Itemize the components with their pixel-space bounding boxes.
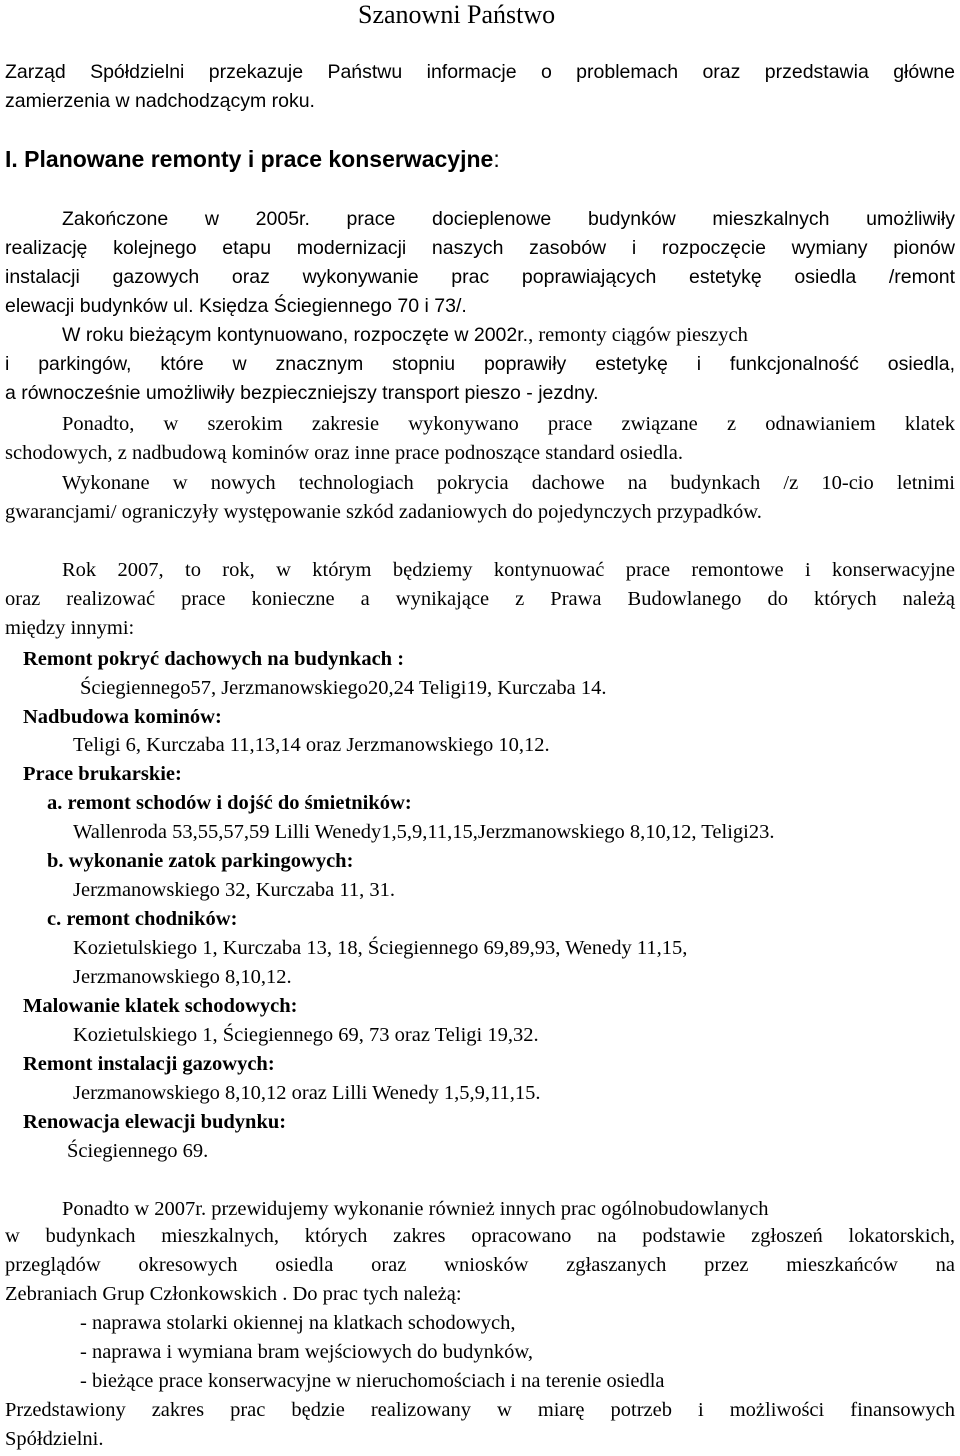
work-heading-a-text: remont schodów i dojść do śmietników: [62, 792, 412, 814]
work-heading-c [47, 905, 237, 934]
para-2005-line-1: Zakończone w 2005r. prace docieplenowe budynków mieszkalnych umożliwiły [62, 208, 955, 230]
work-heading-gas: Remont instalacji gazowych: [23, 1053, 275, 1075]
para-current-line-1 [62, 321, 955, 350]
para-2005-line-4: elewacji budynków ul. Księdza Ściegiennego 70 i 73/. [5, 295, 467, 317]
work-heading-b-text: wykonanie zatok parkingowych: [63, 850, 354, 872]
work-heading-c-text: remont chodników: [61, 908, 238, 930]
closing-line-2: Spółdzielni. [5, 1428, 104, 1450]
work-detail-a: Wallenroda 53,55,57,59 Lilli Wenedy1,5,9,11,15,Jerzmanowskiego 8,10,12, Teligi23. [73, 821, 775, 843]
bullet-item-1: - naprawa stolarki okiennej na klatkach schodowych, [80, 1312, 516, 1334]
para-current-line-1a: W roku bieżącym kontynuowano, rozpoczęte w 2002r. [62, 324, 529, 346]
work-detail-roofs: Ściegiennego57, Jerzmanowskiego20,24 Teligi19, Kurczaba 14. [80, 677, 607, 699]
para-extra-line-2: schodowych, z nadbudową kominów oraz inne prace podnoszące standard osiedla. [5, 442, 683, 464]
work-heading-facade: Renowacja elewacji budynku: [23, 1111, 287, 1133]
bullet-item-2: - naprawa i wymiana bram wejściowych do budynków, [80, 1341, 533, 1363]
para-2007-line-2: oraz realizować prace konieczne a wynikające z Prawa Budowlanego do których należą [5, 588, 955, 610]
work-heading-a [47, 789, 412, 818]
para-other-line-4: Zebraniach Grup Członkowskich . Do prac tych należą: [5, 1283, 462, 1305]
work-detail-facade: Ściegiennego 69. [67, 1140, 209, 1162]
work-detail-c-2: Jerzmanowskiego 8,10,12. [73, 966, 292, 988]
section-heading-suffix: : [493, 146, 500, 172]
work-heading-paving: Prace brukarskie: [23, 763, 182, 785]
para-other-line-3: przeglądów okresowych osiedla oraz wniosków zgłaszanych przez mieszkańców na [5, 1254, 955, 1276]
closing-line-1: Przedstawiony zakres prac będzie realizowany w miarę potrzeb i możliwości finansowych [5, 1399, 955, 1421]
work-detail-chimneys: Teligi 6, Kurczaba 11,13,14 oraz Jerzmanowskiego 10,12. [73, 734, 550, 756]
para-2005-line-2: realizację kolejnego etapu modernizacji naszych zasobów i rozpoczęcie wymiany pionów [5, 237, 955, 259]
para-roofs-line-1: Wykonane w nowych technologiach pokrycia dachowe na budynkach /z 10-cio letnimi [62, 472, 955, 494]
para-2007-line-3: między innymi: [5, 617, 135, 639]
page-title: Szanowni Państwo [358, 0, 556, 29]
intro-line-2: zamierzenia w nadchodzącym roku. [5, 90, 315, 112]
work-detail-painting: Kozietulskiego 1, Ściegiennego 69, 73 oraz Teligi 19,32. [73, 1024, 539, 1046]
para-2007-line-1: Rok 2007, to rok, w którym będziemy kontynuować prace remontowe i konserwacyjne [62, 559, 955, 581]
para-roofs-line-2: gwarancjami/ ograniczyły występowanie szkód zadaniowych do pojedynczych przypadków. [5, 501, 762, 523]
intro-line-1: Zarząd Spółdzielni przekazuje Państwu informacje o problemach oraz przedstawia główne [5, 61, 955, 83]
para-current-line-2: i parkingów, które w znacznym stopniu poprawiły estetykę i funkcjonalność osiedla, [5, 353, 955, 375]
work-marker-c: c. [47, 908, 62, 930]
work-heading-painting: Malowanie klatek schodowych: [23, 995, 298, 1017]
para-other-line-1: Ponadto w 2007r. przewidujemy wykonanie również innych prac ogólnobudowlanych [62, 1198, 769, 1220]
section-heading-text: I. Planowane remonty i prace konserwacyjne [5, 146, 494, 172]
para-extra-line-1: Ponadto, w szerokim zakresie wykonywano prace związane z odnawianiem klatek [62, 413, 955, 435]
para-current-line-3: a równocześnie umożliwiły bezpieczniejszy transport pieszo - jezdny. [5, 382, 599, 404]
work-heading-chimneys: Nadbudowa kominów: [23, 706, 222, 728]
work-detail-b: Jerzmanowskiego 32, Kurczaba 11, 31. [73, 879, 396, 901]
para-other-line-2: w budynkach mieszkalnych, których zakres opracowano na podstawie zgłoszeń lokatorskich, [5, 1225, 955, 1247]
work-detail-c-1: Kozietulskiego 1, Kurczaba 13, 18, Ściegiennego 69,89,93, Wenedy 11,15, [73, 937, 688, 959]
work-detail-gas: Jerzmanowskiego 8,10,12 oraz Lilli Wenedy 1,5,9,11,15. [73, 1082, 541, 1104]
work-marker-a: a. [47, 792, 63, 814]
work-marker-b: b. [47, 850, 64, 872]
work-heading-b [47, 847, 353, 876]
bullet-item-3: - bieżące prace konserwacyjne w nieruchomościach i na terenie osiedla [80, 1370, 665, 1392]
section-heading [5, 145, 500, 174]
para-current-line-1b: , remonty ciągów pieszych [528, 324, 748, 346]
work-heading-roofs: Remont pokryć dachowych na budynkach : [23, 648, 405, 670]
para-2005-line-3: instalacji gazowych oraz wykonywanie prac poprawiających estetykę osiedla /remont [5, 266, 955, 288]
